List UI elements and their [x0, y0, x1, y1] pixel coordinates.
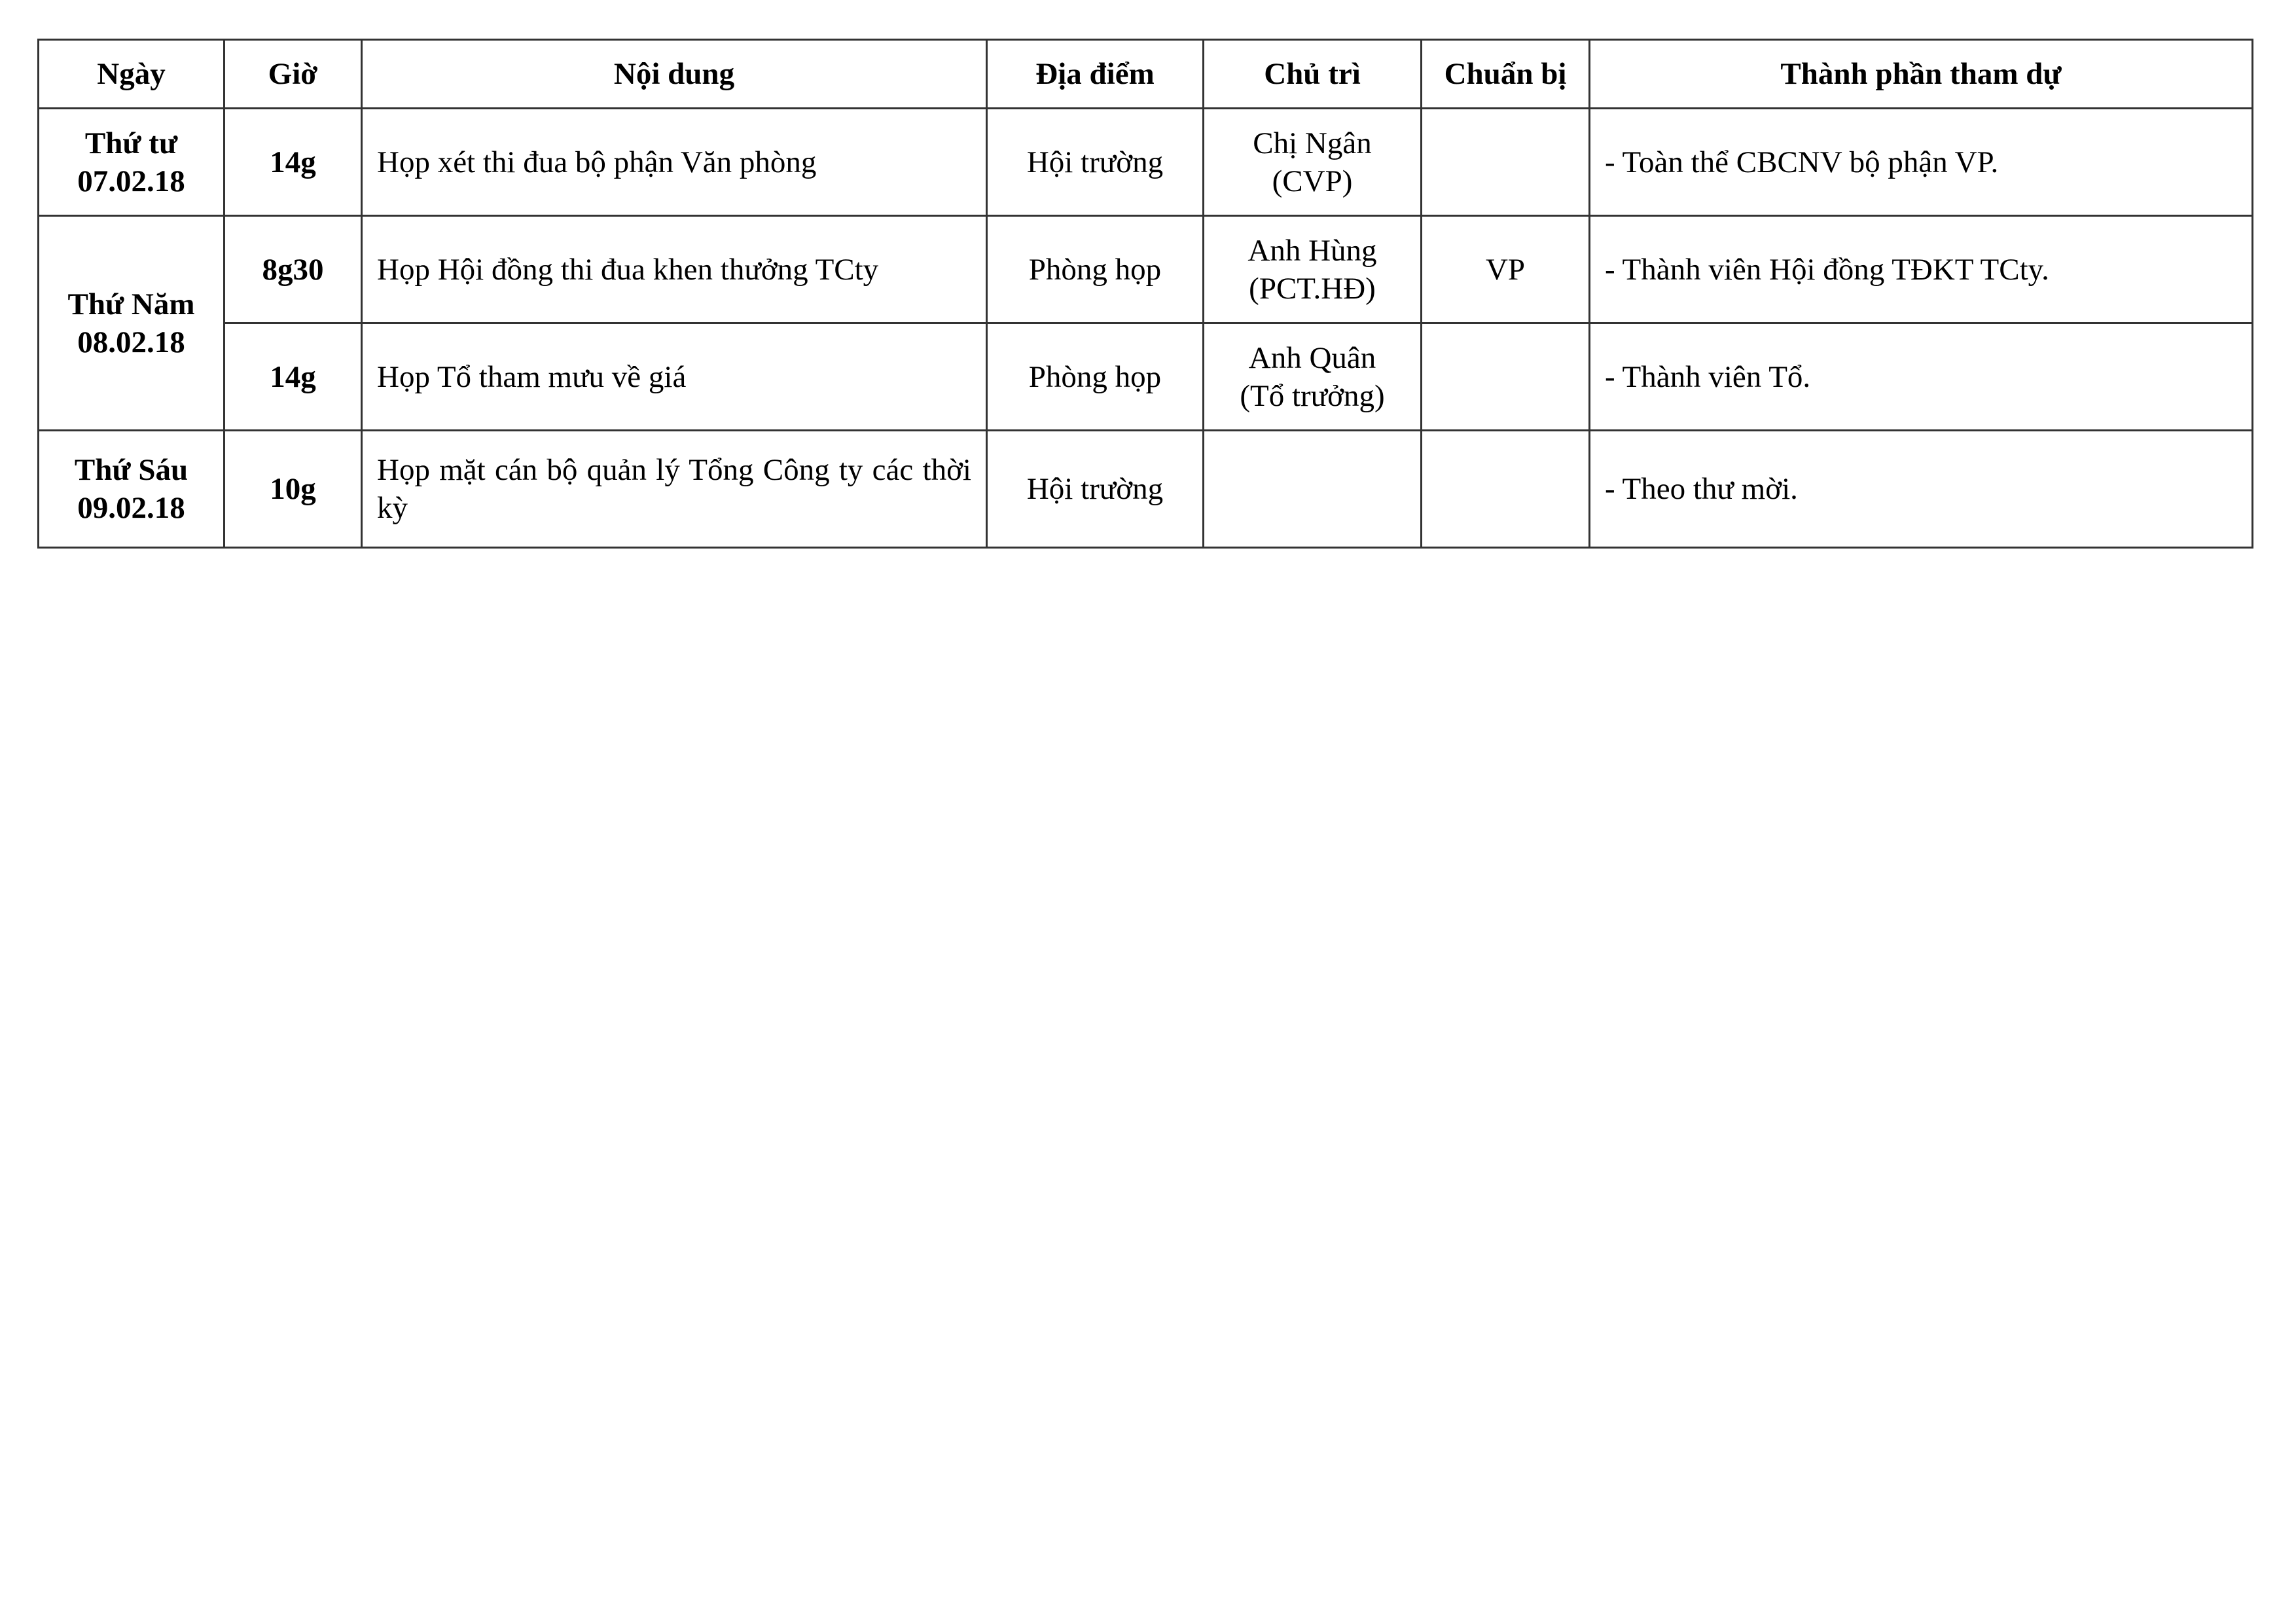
content-cell: Họp mặt cán bộ quản lý Tổng Công ty các thời kỳ: [362, 431, 987, 548]
day-name: Thứ tư: [84, 126, 178, 160]
host-name: Chị Ngân: [1253, 126, 1372, 160]
host-title: (CVP): [1272, 164, 1353, 198]
prep-cell: [1422, 323, 1590, 431]
host-cell: [1204, 431, 1422, 548]
place-cell: Phòng họp: [987, 216, 1204, 323]
host-cell: [1204, 216, 1422, 323]
day-date: 07.02.18: [77, 164, 185, 198]
host-name: Anh Quân: [1248, 340, 1376, 375]
attendees-cell: - Theo thư mời.: [1590, 431, 2253, 548]
day-name: Thứ Năm: [67, 287, 195, 321]
prep-cell: [1422, 431, 1590, 548]
header-place: Địa điểm: [987, 40, 1204, 109]
header-content: Nội dung: [362, 40, 987, 109]
attendees-cell: - Thành viên Tổ.: [1590, 323, 2253, 431]
content-cell: Họp Hội đồng thi đua khen thưởng TCty: [362, 216, 987, 323]
day-cell: [39, 431, 224, 548]
host-title: (Tổ trưởng): [1240, 378, 1385, 413]
attendees-cell: - Thành viên Hội đồng TĐKT TCty.: [1590, 216, 2253, 323]
table-row: [39, 323, 2253, 431]
time-cell: 14g: [224, 323, 362, 431]
schedule-table: [37, 39, 2253, 549]
header-host: Chủ trì: [1204, 40, 1422, 109]
attendees-cell: - Toàn thể CBCNV bộ phận VP.: [1590, 109, 2253, 216]
host-cell: [1204, 323, 1422, 431]
prep-cell: [1422, 109, 1590, 216]
time-cell: 8g30: [224, 216, 362, 323]
host-cell: [1204, 109, 1422, 216]
table-row: [39, 431, 2253, 548]
content-cell: Họp xét thi đua bộ phận Văn phòng: [362, 109, 987, 216]
place-cell: Hội trường: [987, 431, 1204, 548]
host-name: Anh Hùng: [1247, 233, 1377, 268]
day-date: 09.02.18: [77, 491, 185, 525]
header-attendees: Thành phần tham dự: [1590, 40, 2253, 109]
time-cell: 10g: [224, 431, 362, 548]
content-cell: Họp Tổ tham mưu về giá: [362, 323, 987, 431]
header-prep: Chuẩn bị: [1422, 40, 1590, 109]
header-day: Ngày: [39, 40, 224, 109]
time-cell: 14g: [224, 109, 362, 216]
header-row: [39, 40, 2253, 109]
day-name: Thứ Sáu: [74, 453, 188, 487]
table-row: [39, 216, 2253, 323]
day-cell: [39, 109, 224, 216]
place-cell: Phòng họp: [987, 323, 1204, 431]
table-row: [39, 109, 2253, 216]
day-date: 08.02.18: [77, 325, 185, 359]
header-time: Giờ: [224, 40, 362, 109]
prep-cell: VP: [1422, 216, 1590, 323]
day-cell: [39, 216, 224, 431]
place-cell: Hội trường: [987, 109, 1204, 216]
host-title: (PCT.HĐ): [1249, 271, 1376, 306]
